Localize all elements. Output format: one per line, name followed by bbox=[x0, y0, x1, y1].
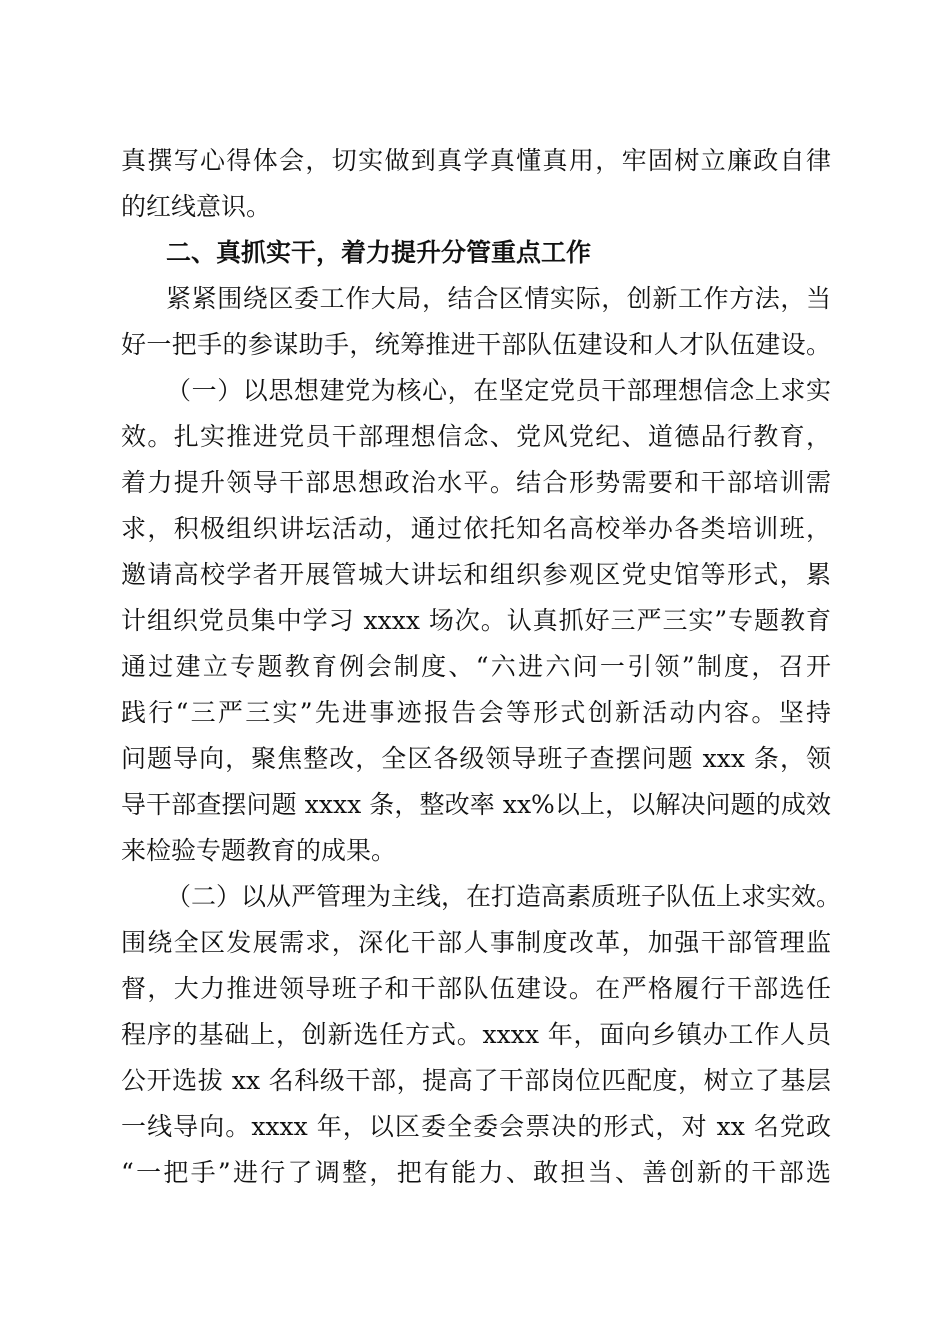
body-text-line: 真撰写心得体会，切实做到真学真懂真用，牢固树立廉政自律 bbox=[121, 146, 831, 175]
body-text-line: 来检验专题教育的成果。 bbox=[121, 836, 397, 865]
body-text-line: 的红线意识。 bbox=[121, 192, 272, 221]
body-text-line: 邀请高校学者开展管城大讲坛和组织参观区党史馆等形式，累 bbox=[121, 560, 831, 589]
body-text-line: 求，积极组织讲坛活动，通过依托知名高校举办各类培训班， bbox=[121, 514, 831, 543]
body-text-line: 围绕全区发展需求，深化干部人事制度改革，加强干部管理监 bbox=[121, 928, 831, 957]
subsection-heading-line: （二）以从严管理为主线，在打造高素质班子队伍上求实效。 bbox=[166, 882, 842, 911]
section-heading: 二、真抓实干，着力提升分管重点工作 bbox=[166, 238, 592, 267]
body-text-line: 导干部查摆问题 xxxx 条，整改率 xx%以上，以解决问题的成效 bbox=[121, 790, 831, 819]
body-text-line: 通过建立专题教育例会制度、“六进六问一引领”制度，召开 bbox=[121, 652, 831, 681]
body-text-line: 程序的基础上，创新选任方式。xxxx 年，面向乡镇办工作人员 bbox=[121, 1020, 831, 1049]
body-text-line: “一把手”进行了调整，把有能力、敢担当、善创新的干部选 bbox=[121, 1158, 831, 1187]
body-text-line: 践行“三严三实”先进事迹报告会等形式创新活动内容。坚持 bbox=[121, 698, 831, 727]
body-text-line: 计组织党员集中学习 xxxx 场次。认真抓好三严三实”专题教育 bbox=[121, 606, 831, 635]
body-text-line: 问题导向，聚焦整改，全区各级领导班子查摆问题 xxx 条，领 bbox=[121, 744, 831, 773]
body-text-line: 好一把手的参谋助手，统筹推进干部队伍建设和人才队伍建设。 bbox=[121, 330, 831, 359]
body-text-line: 公开选拔 xx 名科级干部，提高了干部岗位匹配度，树立了基层 bbox=[121, 1066, 831, 1095]
body-text-line: 督，大力推进领导班子和干部队伍建设。在严格履行干部选任 bbox=[121, 974, 831, 1003]
body-text-line: 着力提升领导干部思想政治水平。结合形势需要和干部培训需 bbox=[121, 468, 831, 497]
body-text-line: 效。扎实推进党员干部理想信念、党风党纪、道德品行教育， bbox=[121, 422, 831, 451]
body-text-line: 一线导向。xxxx 年，以区委全委会票决的形式，对 xx 名党政 bbox=[121, 1112, 831, 1141]
body-text-line: 紧紧围绕区委工作大局，结合区情实际，创新工作方法，当 bbox=[166, 284, 831, 313]
subsection-heading-line: （一）以思想建党为核心，在坚定党员干部理想信念上求实 bbox=[166, 376, 831, 405]
